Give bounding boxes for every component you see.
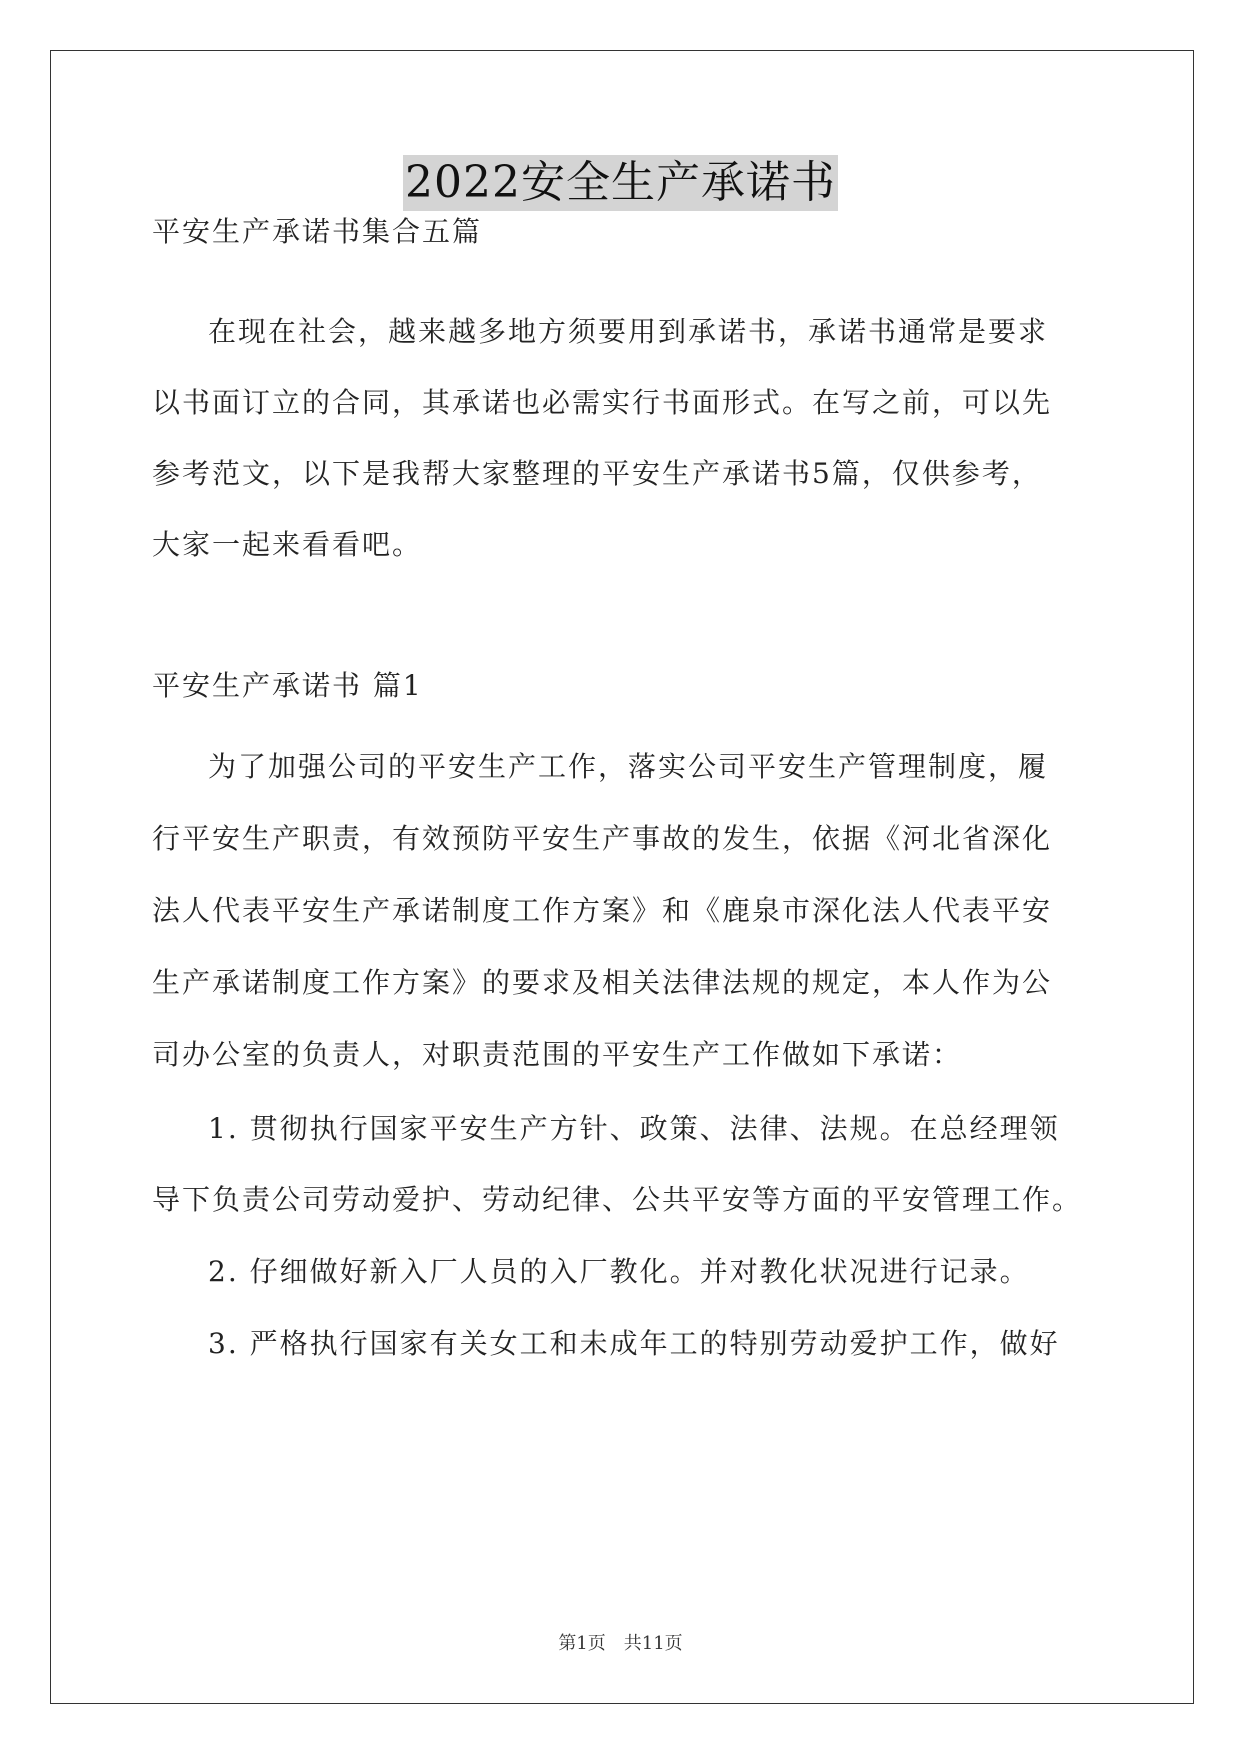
paragraph-line: 大家一起来看看吧。 [152,528,423,561]
paragraph-line: 为了加强公司的平安生产工作，落实公司平安生产管理制度，履 [208,750,1049,783]
paragraph-line: 以书面订立的合同，其承诺也必需实行书面形式。在写之前，可以先 [152,386,1053,419]
paragraph-line: 生产承诺制度工作方案》的要求及相关法律法规的规定，本人作为公 [152,966,1053,999]
paragraph-line: 法人代表平安生产承诺制度工作方案》和《鹿泉市深化法人代表平安 [152,894,1053,927]
paragraph-line: 行平安生产职责，有效预防平安生产事故的发生，依据《河北省深化 [152,822,1053,855]
list-item-line: 2. 仔细做好新入厂人员的入厂教化。并对教化状况进行记录。 [208,1255,1030,1288]
list-item-line: 1. 贯彻执行国家平安生产方针、政策、法律、法规。在总经理领 [208,1112,1060,1145]
paragraph-line: 参考范文，以下是我帮大家整理的平安生产承诺书5篇，仅供参考， [152,457,1042,490]
list-item-line: 3. 严格执行国家有关女工和未成年工的特别劳动爱护工作，做好 [208,1327,1060,1360]
paragraph-line: 在现在社会，越来越多地方须要用到承诺书，承诺书通常是要求 [208,315,1049,348]
list-item-line: 导下负责公司劳动爱护、劳动纪律、公共平安等方面的平安管理工作。 [152,1183,1083,1216]
subtitle-heading: 平安生产承诺书集合五篇 [152,215,483,248]
title-container [0,155,1241,211]
section-heading: 平安生产承诺书 篇1 [152,669,423,702]
page-total: 共11页 [623,1633,683,1654]
document-title: 2022安全生产承诺书 [403,155,838,211]
paragraph-line: 司办公室的负责人，对职责范围的平安生产工作做如下承诺： [152,1038,963,1071]
page-footer [0,1632,1241,1656]
page-border [50,50,1194,1704]
page-number: 第1页 [558,1633,606,1654]
